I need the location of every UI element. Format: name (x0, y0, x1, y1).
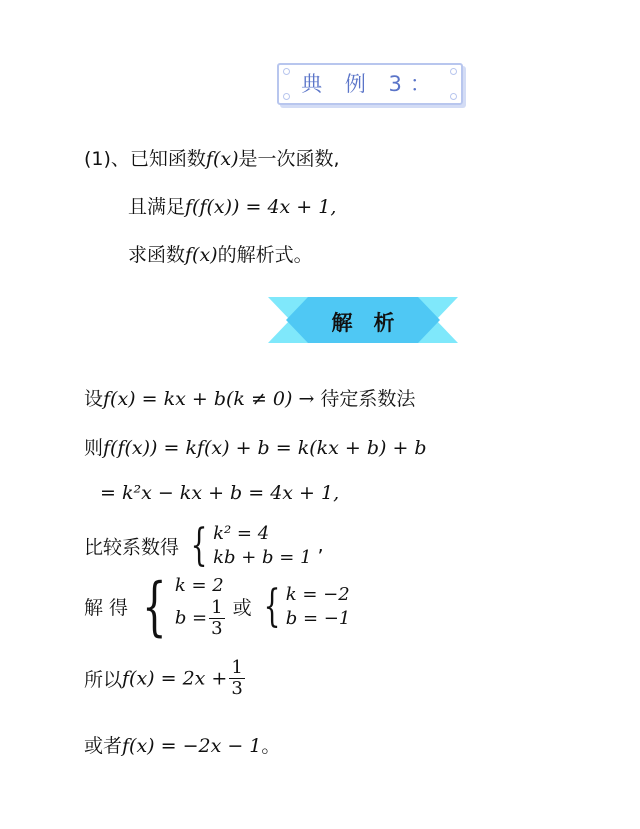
solution-line-5: 解 得 { k = 2 b = $\frac{1}{3}$ 或 { k = −2 b = −1 (84, 569, 351, 644)
solution-line-4: 比较系数得 { k² = 4 kb + b = 1 , (84, 520, 324, 571)
problem-line-3: 求函数f(x)的解析式。 (128, 244, 313, 266)
analysis-ribbon (268, 297, 458, 343)
solution-line-2: 则f(f(x)) = kf(x) + b = k(kx + b) + b (84, 437, 427, 459)
example-title: 典 例 3： (301, 72, 439, 96)
analysis-heading: 解 析 (331, 311, 395, 335)
solution-line-1: 设f(x) = kx + b(k ≠ 0) → 待定系数法 (84, 388, 416, 410)
problem-line-1: (1)、已知函数f(x)是一次函数, (84, 148, 340, 170)
problem-line-2: 且满足f(f(x)) = 4x + 1, (128, 196, 337, 218)
solution-line-6: 所以f(x) = 2x + $\frac{1}{3}$ (84, 657, 243, 699)
solution-line-7: 或者f(x) = −2x − 1。 (84, 735, 281, 757)
solution-line-3: = k²x − kx + b = 4x + 1, (100, 482, 340, 504)
example-title-box (277, 63, 463, 105)
